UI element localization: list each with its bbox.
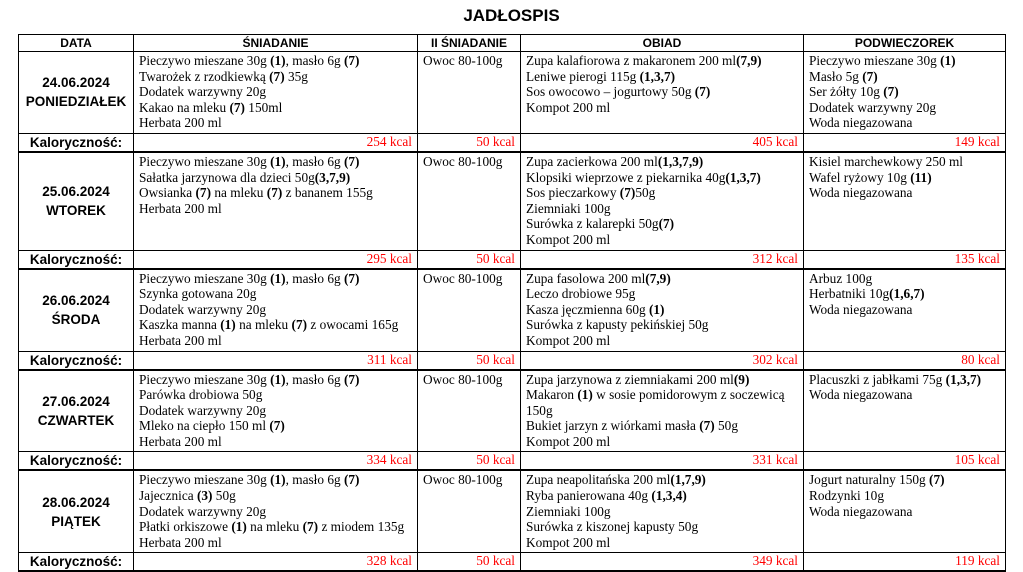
menu-item: Zupa kalafiorowa z makaronem 200 ml(7,9) xyxy=(526,53,762,68)
menu-item: Zupa neapolitańska 200 ml(1,7,9) xyxy=(526,472,706,488)
menu-item: Kaszka manna (1) na mleku (7) z owocami 165g xyxy=(139,317,399,333)
menu-item: Kompot 200 ml xyxy=(526,534,611,550)
page-title: JADŁOSPIS xyxy=(463,6,560,25)
day-row xyxy=(19,269,1006,351)
calories-row xyxy=(19,452,1006,471)
menu-table-body xyxy=(19,52,1006,572)
breakfast-cell xyxy=(134,269,418,351)
dinner-cell xyxy=(521,52,804,134)
header-snack: PODWIECZOREK xyxy=(804,35,1006,52)
menu-item: Sałatka jarzynowa dla dzieci 50g(3,7,9) xyxy=(139,169,351,185)
menu-item: Pieczywo mieszane 30g (1), masło 6g (7) xyxy=(139,270,360,286)
snack-kcal: 135 kcal xyxy=(804,250,1006,269)
menu-item: Ziemniaki 100g xyxy=(526,200,611,216)
day-weekday: CZWARTEK xyxy=(37,412,115,428)
menu-item: Twarożek z rzodkiewką (7) 35g xyxy=(139,68,308,84)
menu-item: Arbuz 100g xyxy=(809,270,873,286)
menu-item: Owoc 80-100g xyxy=(423,270,503,286)
menu-item: Surówka z kapusty pekińskiej 50g xyxy=(526,317,709,333)
day-weekday: ŚRODA xyxy=(51,312,101,328)
menu-table xyxy=(18,34,1006,572)
dinner-kcal: 349 kcal xyxy=(521,553,804,572)
day-row xyxy=(19,470,1006,552)
breakfast-cell xyxy=(134,52,418,134)
day-date: 25.06.2024 xyxy=(42,184,110,200)
snack-cell xyxy=(804,470,1006,552)
breakfast-cell xyxy=(134,370,418,452)
breakfast-kcal: 295 kcal xyxy=(134,250,418,269)
day-row xyxy=(19,52,1006,134)
menu-item: Surówka z kalarepki 50g(7) xyxy=(526,216,675,232)
snack-kcal: 105 kcal xyxy=(804,452,1006,471)
menu-item: Woda niegazowana xyxy=(809,301,913,317)
menu-item: Jajecznica (3) 50g xyxy=(139,488,236,504)
menu-item: Kasza jęczmienna 60g (1) xyxy=(526,301,665,317)
snack-kcal: 119 kcal xyxy=(804,553,1006,572)
header-second-breakfast: II ŚNIADANIE xyxy=(418,35,521,52)
menu-item: Dodatek warzywny 20g xyxy=(809,99,937,115)
header-breakfast: ŚNIADANIE xyxy=(134,35,418,52)
menu-item: Placuszki z jabłkami 75g (1,3,7) xyxy=(809,371,982,387)
menu-item: Parówka drobiowa 50g xyxy=(139,387,263,403)
menu-item: Herbata 200 ml xyxy=(139,332,222,348)
calories-label: Kaloryczność: xyxy=(19,250,134,269)
menu-item: Zupa jarzynowa z ziemniakami 200 ml(9) xyxy=(526,371,750,387)
menu-item: Dodatek warzywny 20g xyxy=(139,301,267,317)
calories-row xyxy=(19,553,1006,572)
calories-row xyxy=(19,250,1006,269)
breakfast-kcal: 334 kcal xyxy=(134,452,418,471)
second-breakfast-cell xyxy=(418,269,521,351)
second-breakfast-cell xyxy=(418,52,521,134)
dinner-kcal: 312 kcal xyxy=(521,250,804,269)
dinner-cell xyxy=(521,152,804,250)
header-data: DATA xyxy=(19,35,134,52)
menu-item: Owoc 80-100g xyxy=(423,153,503,169)
dinner-cell xyxy=(521,470,804,552)
menu-item: Leniwe pierogi 115g (1,3,7) xyxy=(526,68,676,84)
menu-item: Dodatek warzywny 20g xyxy=(139,84,267,100)
snack-kcal: 80 kcal xyxy=(804,351,1006,370)
day-weekday: PIĄTEK xyxy=(51,513,101,529)
menu-item: Owsianka (7) na mleku (7) z bananem 155g xyxy=(139,185,373,201)
menu-item: Szynka gotowana 20g xyxy=(139,286,257,302)
menu-item: Sos owocowo – jogurtowy 50g (7) xyxy=(526,84,711,100)
header-dinner: OBIAD xyxy=(521,35,804,52)
second-breakfast-kcal: 50 kcal xyxy=(418,133,521,152)
day-cell xyxy=(19,152,134,250)
menu-item: Kompot 200 ml xyxy=(526,332,611,348)
breakfast-kcal: 311 kcal xyxy=(134,351,418,370)
calories-row xyxy=(19,351,1006,370)
menu-item: Kompot 200 ml xyxy=(526,433,611,449)
calories-label: Kaloryczność: xyxy=(19,351,134,370)
dinner-kcal: 405 kcal xyxy=(521,133,804,152)
calories-label: Kaloryczność: xyxy=(19,553,134,572)
menu-item: Herbata 200 ml xyxy=(139,433,222,449)
menu-item: Woda niegazowana xyxy=(809,185,913,201)
dinner-cell xyxy=(521,269,804,351)
menu-item: Herbata 200 ml xyxy=(139,200,222,216)
menu-item: Kompot 200 ml xyxy=(526,231,611,247)
calories-row xyxy=(19,133,1006,152)
menu-item: Jogurt naturalny 150g (7) xyxy=(809,472,945,488)
menu-item: Pieczywo mieszane 30g (1), masło 6g (7) xyxy=(139,472,360,488)
day-row xyxy=(19,370,1006,452)
snack-cell xyxy=(804,152,1006,250)
menu-item: Dodatek warzywny 20g xyxy=(139,503,267,519)
day-weekday: WTOREK xyxy=(46,203,106,219)
menu-item: Zupa fasolowa 200 ml(7,9) xyxy=(526,270,671,286)
day-row xyxy=(19,152,1006,250)
day-cell xyxy=(19,470,134,552)
menu-item: Owoc 80-100g xyxy=(423,371,503,387)
second-breakfast-cell xyxy=(418,470,521,552)
day-cell xyxy=(19,52,134,134)
day-date: 28.06.2024 xyxy=(42,494,110,510)
menu-item: Mleko na ciepło 150 ml (7) xyxy=(139,418,285,434)
menu-item: Owoc 80-100g xyxy=(423,472,503,488)
second-breakfast-kcal: 50 kcal xyxy=(418,553,521,572)
menu-item: Pieczywo mieszane 30g (1), masło 6g (7) xyxy=(139,371,360,387)
menu-item: Kakao na mleku (7) 150ml xyxy=(139,99,283,115)
menu-item: Makaron (1) w sosie pomidorowym z soczewicą 150g xyxy=(526,387,785,418)
menu-item: Klopsiki wieprzowe z piekarnika 40g(1,3,7) xyxy=(526,169,761,185)
breakfast-kcal: 254 kcal xyxy=(134,133,418,152)
snack-kcal: 149 kcal xyxy=(804,133,1006,152)
menu-item: Herbatniki 10g(1,6,7) xyxy=(809,286,925,302)
menu-item: Woda niegazowana xyxy=(809,115,913,131)
day-weekday: PONIEDZIAŁEK xyxy=(25,94,127,110)
snack-cell xyxy=(804,269,1006,351)
menu-item: Kisiel marchewkowy 250 ml xyxy=(809,153,963,169)
second-breakfast-kcal: 50 kcal xyxy=(418,351,521,370)
dinner-kcal: 331 kcal xyxy=(521,452,804,471)
day-date: 27.06.2024 xyxy=(42,393,110,409)
snack-cell xyxy=(804,52,1006,134)
day-date: 26.06.2024 xyxy=(42,293,110,309)
menu-item: Ser żółty 10g (7) xyxy=(809,84,899,100)
menu-item: Pieczywo mieszane 30g (1), masło 6g (7) xyxy=(139,153,360,169)
second-breakfast-cell xyxy=(418,370,521,452)
calories-label: Kaloryczność: xyxy=(19,133,134,152)
second-breakfast-kcal: 50 kcal xyxy=(418,250,521,269)
menu-item: Dodatek warzywny 20g xyxy=(139,402,267,418)
day-cell xyxy=(19,269,134,351)
menu-item: Sos pieczarkowy (7)50g xyxy=(526,185,656,201)
menu-item: Płatki orkiszowe (1) na mleku (7) z miodem 135g xyxy=(139,519,405,535)
menu-item: Owoc 80-100g xyxy=(423,53,503,68)
menu-item: Pieczywo mieszane 30g (1), masło 6g (7) xyxy=(139,53,360,68)
menu-item: Herbata 200 ml xyxy=(139,534,222,550)
menu-item: Masło 5g (7) xyxy=(809,68,878,84)
breakfast-cell xyxy=(134,470,418,552)
breakfast-kcal: 328 kcal xyxy=(134,553,418,572)
menu-item: Zupa zacierkowa 200 ml(1,3,7,9) xyxy=(526,153,704,169)
menu-item: Herbata 200 ml xyxy=(139,115,222,131)
menu-item: Ryba panierowana 40g (1,3,4) xyxy=(526,488,687,504)
snack-cell xyxy=(804,370,1006,452)
header-row xyxy=(19,35,1006,52)
menu-item: Leczo drobiowe 95g xyxy=(526,286,636,302)
breakfast-cell xyxy=(134,152,418,250)
menu-item: Surówka z kiszonej kapusty 50g xyxy=(526,519,699,535)
day-date: 24.06.2024 xyxy=(42,75,110,91)
menu-item: Ziemniaki 100g xyxy=(526,503,611,519)
dinner-kcal: 302 kcal xyxy=(521,351,804,370)
dinner-cell xyxy=(521,370,804,452)
menu-item: Kompot 200 ml xyxy=(526,99,611,115)
calories-label: Kaloryczność: xyxy=(19,452,134,471)
menu-item: Rodzynki 10g xyxy=(809,488,884,504)
second-breakfast-cell xyxy=(418,152,521,250)
menu-item: Pieczywo mieszane 30g (1) xyxy=(809,53,956,68)
second-breakfast-kcal: 50 kcal xyxy=(418,452,521,471)
menu-item: Bukiet jarzyn z wiórkami masła (7) 50g xyxy=(526,418,738,434)
menu-item: Woda niegazowana xyxy=(809,387,913,403)
menu-item: Wafel ryżowy 10g (11) xyxy=(809,169,932,185)
day-cell xyxy=(19,370,134,452)
menu-item: Woda niegazowana xyxy=(809,503,913,519)
